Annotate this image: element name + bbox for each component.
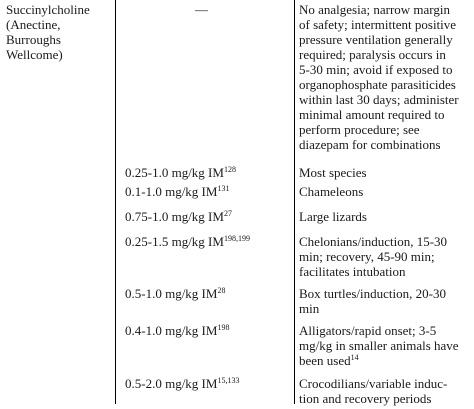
drug-name-cell: [6, 2, 112, 62]
reference-superscript: 15,133: [217, 376, 240, 385]
dose-cell: [125, 234, 291, 249]
dose-text: 0.25-1.5 mg/kg IM: [125, 234, 224, 249]
comment-text: min: [299, 301, 320, 316]
comment-line: [299, 62, 469, 77]
comment-text: min; recovery, 45-90 min;: [299, 249, 435, 264]
dose-text: 0.75-1.0 mg/kg IM: [125, 209, 224, 224]
comment-line: [299, 17, 469, 32]
comment-text: Most species: [299, 165, 367, 180]
dose-text: 0.4-1.0 mg/kg IM: [125, 323, 218, 338]
comment-line: [299, 234, 469, 249]
comment-line: [299, 376, 469, 391]
comment-text: tion and recovery periods: [299, 391, 432, 406]
dose-text: 0.25-1.0 mg/kg IM: [125, 165, 224, 180]
comment-text: diazepam for combinations: [299, 137, 441, 152]
comment-text: of safety; intermittent positive: [299, 17, 457, 32]
comment-text: required; paralysis occurs in: [299, 47, 446, 62]
comment-text: within last 30 days; administer: [299, 92, 459, 107]
comment-cell: [299, 165, 469, 180]
comment-text: perform procedure; see: [299, 122, 420, 137]
comment-line: [299, 122, 469, 137]
comment-line: [299, 391, 469, 406]
comment-line: [299, 323, 469, 338]
dose-text: 0.1-1.0 mg/kg IM: [125, 184, 218, 199]
dose-text: 0.5-2.0 mg/kg IM: [125, 376, 218, 391]
comment-text: Alligators/rapid onset; 3-5: [299, 323, 437, 338]
comment-line: [299, 137, 469, 152]
dose-cell: [125, 184, 291, 199]
dose-text: 0.5-1.0 mg/kg IM: [125, 286, 218, 301]
comment-line: [299, 92, 469, 107]
comment-line: [299, 2, 469, 17]
comment-cell: [299, 184, 469, 199]
comment-line: [299, 249, 469, 264]
comment-cell: [299, 376, 469, 406]
comment-cell: [299, 286, 469, 316]
drug-name-line: Succinylcholine: [6, 2, 90, 17]
comment-line: [299, 184, 469, 199]
comment-text: organophosphate parasiticides: [299, 77, 456, 92]
comment-cell: [299, 209, 469, 224]
column-divider: [115, 0, 116, 404]
comment-text: Chameleons: [299, 184, 364, 199]
reference-superscript: 198,199: [223, 234, 250, 243]
comment-text: Box turtles/induction, 20-30: [299, 286, 446, 301]
dose-cell: [125, 376, 291, 391]
comment-line: [299, 301, 469, 316]
drug-name-line: (Anectine,: [6, 17, 61, 32]
comment-text: facilitates intubation: [299, 264, 406, 279]
column-divider: [294, 0, 295, 404]
comment-text: Crocodilians/variable induc-: [299, 376, 448, 391]
drug-name-line: Wellcome): [6, 47, 63, 62]
reference-superscript: 128: [223, 165, 236, 174]
comment-line: [299, 286, 469, 301]
reference-superscript: 131: [217, 184, 230, 193]
dose-text: —: [195, 2, 208, 17]
comment-line: [299, 165, 469, 180]
comment-line: [299, 353, 469, 368]
comment-line: [299, 47, 469, 62]
comment-text: pressure ventilation generally: [299, 32, 453, 47]
reference-superscript: 28: [217, 286, 226, 295]
dose-cell: [125, 209, 291, 224]
comment-line: [299, 338, 469, 353]
comment-line: [299, 77, 469, 92]
comment-text: No analgesia; narrow margin: [299, 2, 451, 17]
comment-cell: [299, 323, 469, 368]
comment-cell: [299, 2, 469, 152]
comment-line: [299, 32, 469, 47]
comment-text: Large lizards: [299, 209, 367, 224]
dose-cell: [125, 286, 291, 301]
dose-cell: [125, 323, 291, 338]
dose-cell: [125, 165, 291, 180]
comment-text: Chelonians/induction, 15-30: [299, 234, 448, 249]
reference-superscript: 27: [223, 209, 232, 218]
comment-line: [299, 264, 469, 279]
drug-name-line: Burroughs: [6, 32, 61, 47]
comment-text: 5-30 min; avoid if exposed to: [299, 62, 453, 77]
comment-line: [299, 107, 469, 122]
comment-text: been used: [299, 353, 351, 368]
comment-text: mg/kg in smaller animals have: [299, 338, 459, 353]
comment-cell: [299, 234, 469, 279]
reference-superscript: 198: [217, 323, 230, 332]
reference-superscript: 14: [350, 353, 359, 362]
comment-line: [299, 209, 469, 224]
comment-text: minimal amount required to: [299, 107, 445, 122]
